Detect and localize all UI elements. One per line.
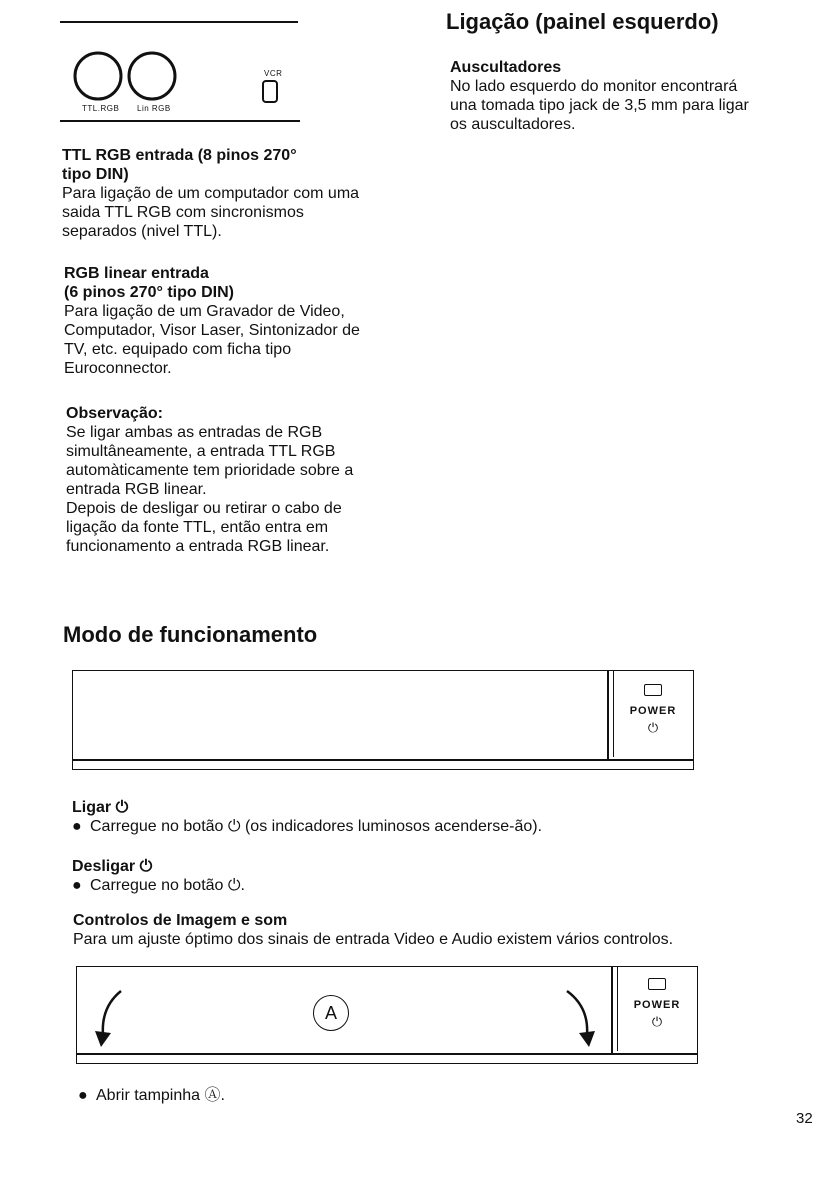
note-section (66, 404, 426, 556)
controls-section (73, 911, 793, 949)
ttl-body-1: Para ligação de um computador com uma (62, 185, 360, 202)
flap-arrow-right-icon (563, 987, 603, 1051)
note-body-2: simultâneamente, a entrada TTL RGB (66, 443, 336, 460)
power-button[interactable]: ⏻ (647, 720, 659, 735)
ttl-heading-1: TTL RGB entrada (8 pinos 270° (62, 147, 297, 164)
rgb-heading-1: RGB linear entrada (64, 265, 209, 282)
note-body-3: automàticamente tem prioridade sobre a (66, 462, 354, 479)
page-number: 32 (796, 1110, 813, 1127)
right-title: Ligação (painel esquerdo) (446, 9, 719, 34)
on-bullet-item (72, 817, 772, 837)
rgb-body-2: Computador, Visor Laser, Sintonizador de (64, 322, 360, 339)
ttl-body-2: saida TTL RGB com sincronismos (62, 204, 304, 221)
top-rule (60, 21, 298, 23)
monitor-flap-diagram (76, 966, 698, 1064)
headphones-heading: Auscultadores (450, 59, 562, 76)
headphones-body-3: os auscultadores. (450, 116, 576, 133)
ttl-rgb-label: TTL.RGB (82, 104, 120, 113)
power-label: POWER (629, 705, 677, 717)
off-section (72, 857, 772, 896)
off-heading: Desligar ⏻ (72, 858, 153, 875)
monitor-bottom-strip (73, 759, 693, 761)
rgb-body-4: Euroconnector. (64, 360, 172, 377)
note-body-5: Depois de desligar ou retirar o cabo de (66, 500, 342, 517)
vcr-jack-icon (263, 81, 277, 102)
power-label: POWER (633, 999, 681, 1011)
open-flap-item (78, 1086, 678, 1106)
bullet-icon: ● (72, 818, 82, 835)
rgb-body-1: Para ligação de um Gravador de Video, (64, 303, 345, 320)
ttl-heading-2: tipo DIN) (62, 166, 129, 183)
note-body-1: Se ligar ambas as entradas de RGB (66, 424, 323, 441)
headphones-body-1: No lado esquerdo do monitor encontrará (450, 78, 738, 95)
monitor-inner-divider (611, 967, 613, 1053)
open-flap-text: Abrir tampinha Ⓐ. (96, 1087, 225, 1104)
note-body-7: funcionamento a entrada RGB linear. (66, 538, 330, 555)
monitor-inner-divider (607, 671, 609, 759)
note-body-6: ligação da fonte TTL, então entra em (66, 519, 329, 536)
ttl-body-3: separados (nivel TTL). (62, 223, 222, 240)
power-panel (617, 967, 696, 1051)
power-led-icon (644, 684, 662, 696)
note-heading: Observação: (66, 405, 163, 422)
lin-connector-icon (129, 53, 175, 99)
vcr-label: VCR (264, 69, 283, 78)
headphones-body-2: una tomada tipo jack de 3,5 mm para ligar (450, 97, 749, 114)
rgb-body-3: TV, etc. equipado com ficha tipo (64, 341, 292, 358)
monitor-bottom-strip (77, 1053, 697, 1055)
ttl-connector-icon (75, 53, 121, 99)
note-body-4: entrada RGB linear. (66, 481, 207, 498)
lin-rgb-label: Lin RGB (137, 104, 171, 113)
controls-body: Para um ajuste óptimo dos sinais de entrada Video e Audio existem vários controlos. (73, 931, 674, 948)
power-button[interactable]: ⏻ (651, 1014, 663, 1029)
power-panel (613, 671, 692, 757)
connector-rule (60, 120, 300, 122)
monitor-front-diagram (72, 670, 694, 770)
on-section (72, 798, 772, 837)
bullet-icon: ● (78, 1087, 88, 1104)
flap-arrow-left-icon (87, 987, 127, 1051)
off-bullet-item (72, 876, 772, 896)
rgb-heading-2: (6 pinos 270° tipo DIN) (64, 284, 234, 301)
operation-title: Modo de funcionamento (63, 622, 318, 647)
on-heading: Ligar ⏻ (72, 799, 129, 816)
power-led-icon (648, 978, 666, 990)
on-bullet-text: Carregue no botão ⏻ (os indicadores luminosos acenderse-ão). (90, 818, 543, 835)
rgb-section (64, 264, 424, 378)
bullet-icon: ● (72, 877, 82, 894)
controls-heading: Controlos de Imagem e som (73, 912, 288, 929)
ttl-section (62, 146, 422, 241)
off-bullet-text: Carregue no botão ⏻. (90, 877, 245, 894)
flap-marker: A (313, 995, 349, 1031)
headphones-section (450, 58, 810, 134)
